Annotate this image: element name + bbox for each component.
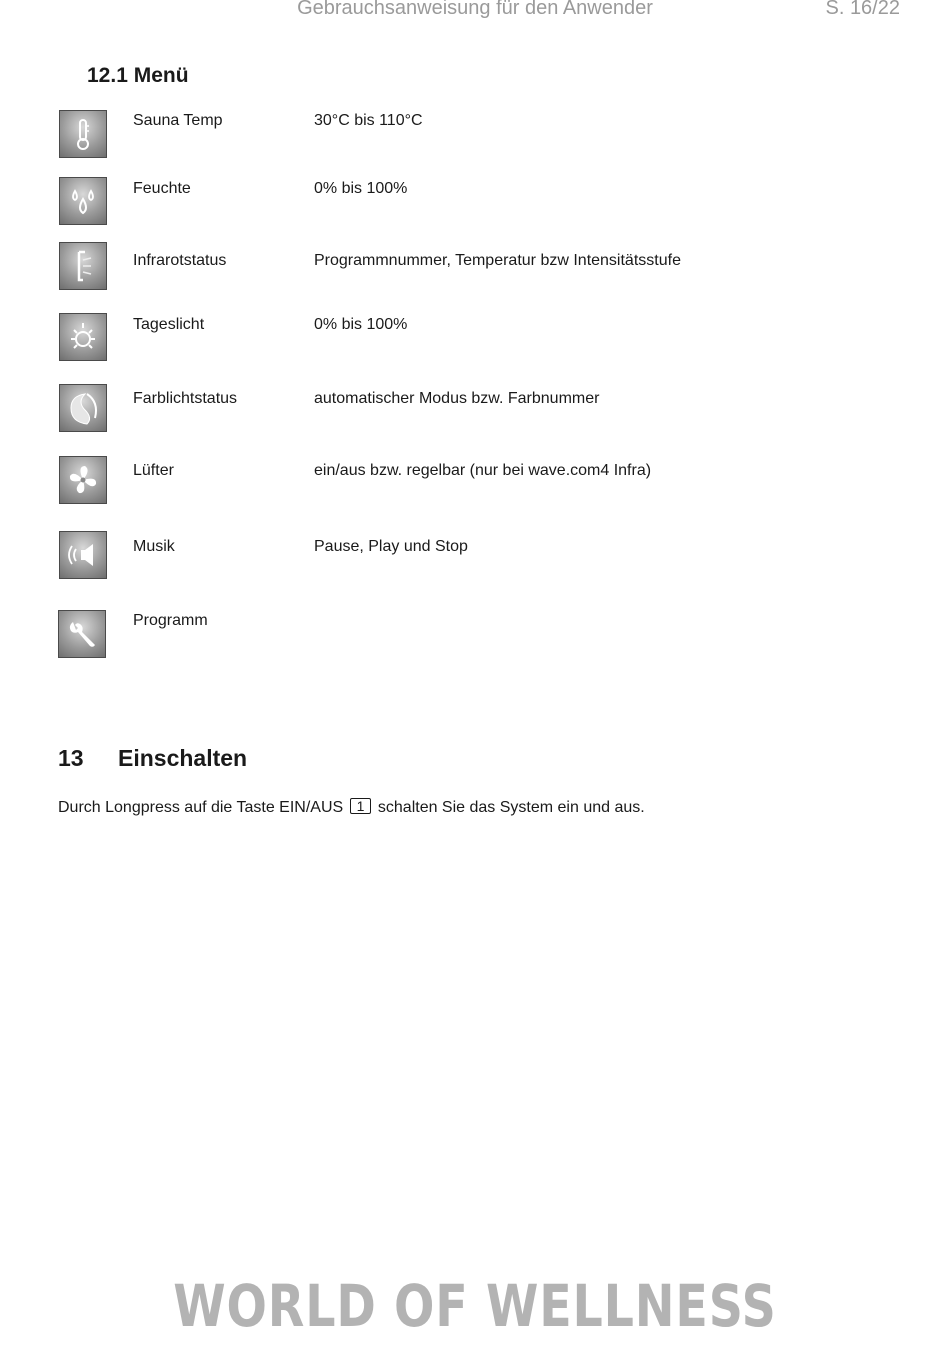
menu-item-description: 0% bis 100% (314, 316, 408, 333)
menu-item-programm (0, 610, 950, 660)
speaker-icon (59, 531, 107, 579)
fan-icon (59, 456, 107, 504)
menu-item-label: Infrarotstatus (133, 252, 227, 269)
color-light-icon (59, 384, 107, 432)
menu-item-description: 0% bis 100% (314, 180, 408, 197)
sun-icon (59, 313, 107, 361)
section-title: 12.1 Menü (87, 64, 189, 87)
menu-item-description: ein/aus bzw. regelbar (nur bei wave.com4 Infra) (314, 462, 652, 479)
page-number: S. 16/22 (825, 0, 900, 19)
menu-item-label: Programm (133, 612, 208, 629)
menu-item-label: Sauna Temp (133, 112, 223, 129)
wrench-icon (58, 610, 106, 658)
menu-item-description: Programmnummer, Temperatur bzw Intensitätsstufe (314, 252, 681, 269)
brand-footer: WORLD OF WELLNESS (173, 1272, 777, 1340)
infrared-lamp-icon (59, 242, 107, 290)
chapter-number: 13 (58, 745, 84, 771)
menu-item-label: Musik (133, 538, 175, 555)
menu-item-label: Tageslicht (133, 316, 205, 333)
menu-item-description: Pause, Play und Stop (314, 538, 468, 555)
menu-item-description: 30°C bis 110°C (314, 112, 423, 129)
menu-item-infrarotstatus (0, 242, 950, 292)
chapter-body-text (58, 798, 645, 817)
menu-item-farblichtstatus (0, 384, 950, 434)
menu-item-sauna-temp (0, 110, 950, 160)
menu-item-musik (0, 531, 950, 581)
water-drops-icon (59, 177, 107, 225)
menu-item-label: Feuchte (133, 180, 191, 197)
thermometer-icon (59, 110, 107, 158)
menu-item-description: automatischer Modus bzw. Farbnummer (314, 390, 600, 407)
menu-item-tageslicht (0, 313, 950, 363)
menu-item-label: Farblichtstatus (133, 390, 238, 407)
chapter-title: Einschalten (118, 745, 248, 771)
menu-item-luefter (0, 456, 950, 506)
menu-item-label: Lüfter (133, 462, 174, 479)
menu-item-feuchte (0, 177, 950, 227)
document-header-title: Gebrauchsanweisung für den Anwender (297, 0, 653, 19)
body-text-before: Durch Longpress auf die Taste EIN/AUS (58, 799, 344, 816)
on-off-key-label: 1 (350, 798, 372, 814)
body-text-after: schalten Sie das System ein und aus. (377, 799, 645, 816)
